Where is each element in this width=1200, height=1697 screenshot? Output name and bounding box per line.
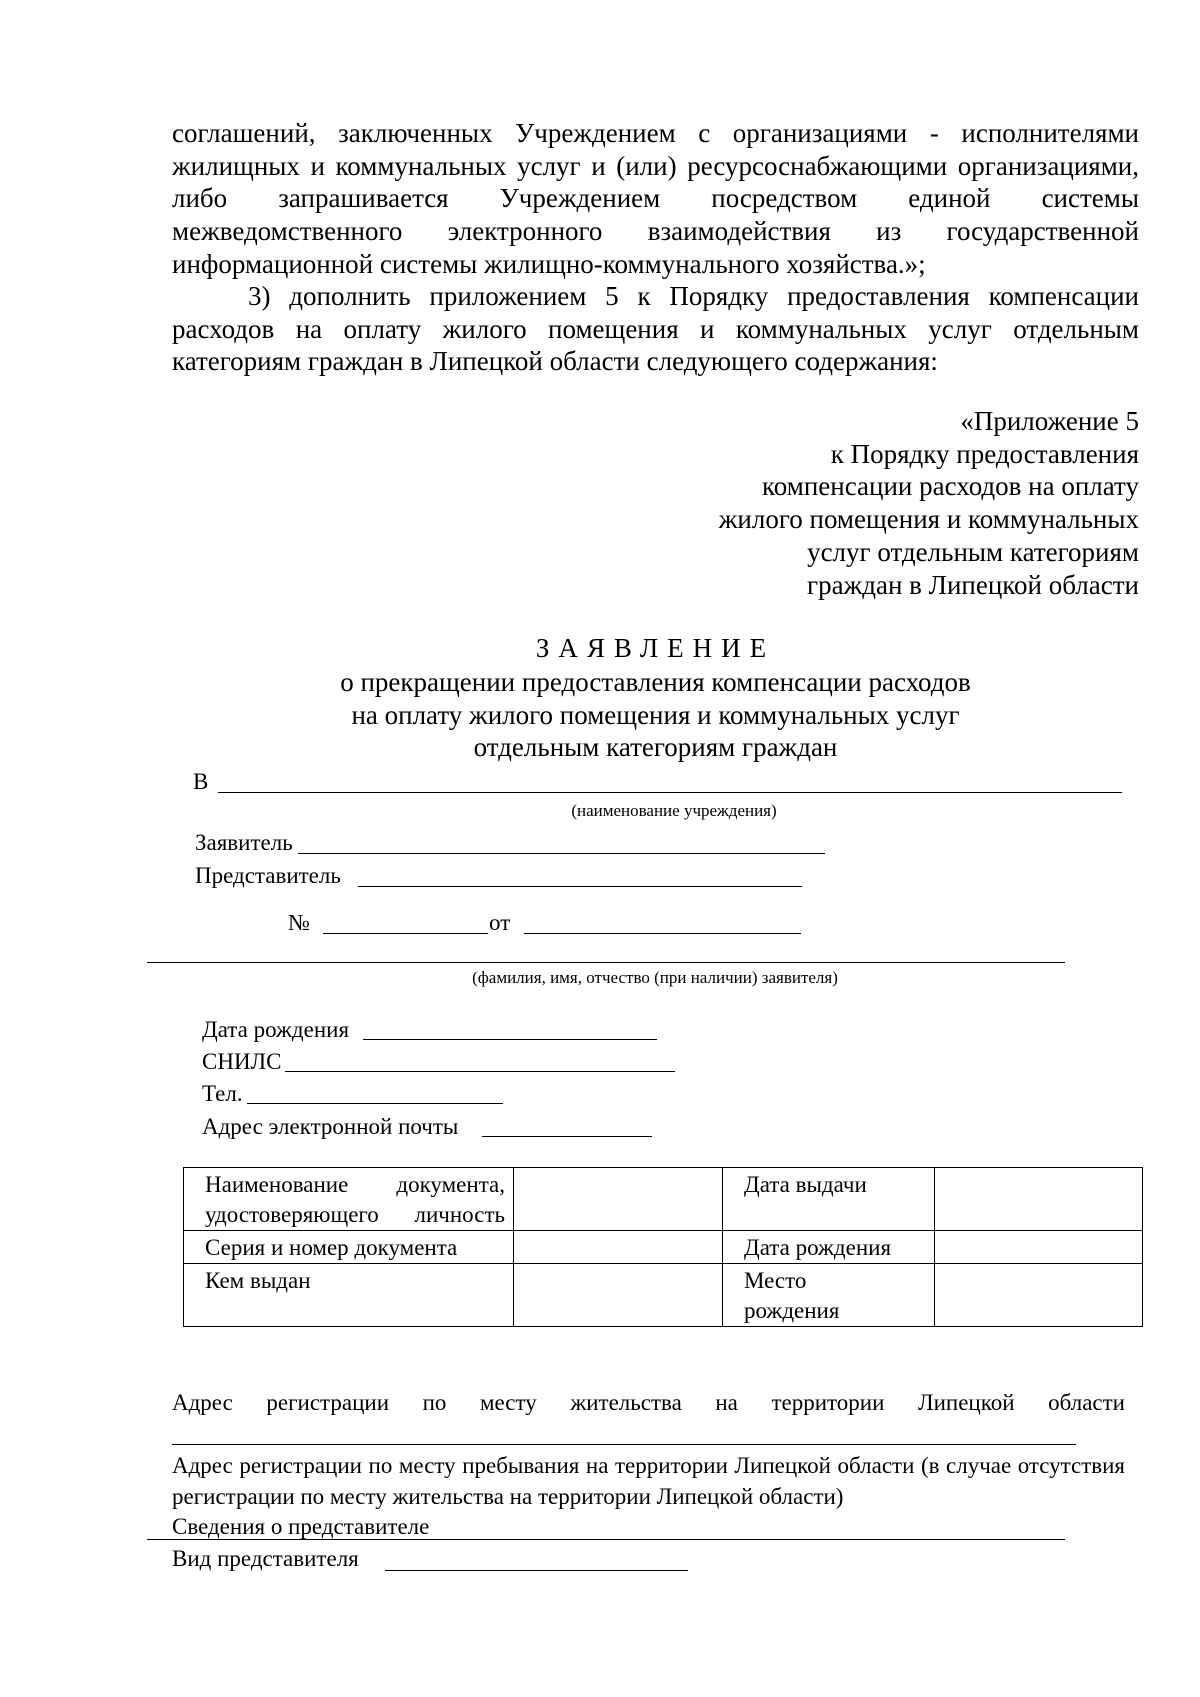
table-cell-input[interactable]	[514, 1231, 723, 1264]
table-cell-input[interactable]	[935, 1231, 1143, 1264]
form-subtitle-line: отдельным категориям граждан	[473, 732, 838, 763]
appendix-line: граждан в Липецкой области	[807, 569, 1139, 600]
form-subtitle	[172, 666, 1139, 764]
representative-type-field[interactable]	[385, 1570, 688, 1571]
residence-address-label: Адрес регистрации по месту жительства на территории Липецкой области	[172, 1390, 1125, 1415]
table-cell-label: Серия и номер документа	[184, 1231, 514, 1264]
phone-field[interactable]	[247, 1103, 503, 1104]
applicant-label: Заявитель	[195, 830, 293, 855]
representative-type-label: Вид представителя	[172, 1546, 359, 1571]
table-cell-input[interactable]	[514, 1264, 723, 1327]
institution-hint: (наименование учреждения)	[571, 801, 777, 820]
form-title: ЗАЯВЛЕНИЕ	[535, 633, 776, 663]
appendix-line: «Приложение 5	[960, 406, 1139, 436]
snils-field[interactable]	[285, 1071, 675, 1072]
appendix-line: компенсации расходов на оплату	[762, 471, 1139, 502]
table-cell-label: Наименование документа, удостоверяющего личность	[184, 1168, 514, 1231]
table-cell-label: Место рождения	[723, 1264, 935, 1327]
form-subtitle-line: на оплату жилого помещения и коммунальных услуг	[351, 699, 960, 730]
appendix-line: жилого помещения и коммунальных	[718, 504, 1139, 535]
applicant-field[interactable]	[298, 853, 825, 854]
number-field[interactable]	[323, 933, 488, 934]
appendix-line: к Порядку предоставления	[830, 438, 1139, 469]
fio-hint: (фамилия, имя, отчество (при наличии) заявителя)	[472, 968, 838, 987]
table-cell-input[interactable]	[514, 1168, 723, 1231]
table-row	[184, 1231, 1143, 1264]
intro-paragraph-2: 3) дополнить приложением 5 к Порядку предоставления компенсации расходов на оплату жилого помещения и коммунальных услуг отдельным категориям граждан в Липецкой области следующего содержания:	[172, 281, 1139, 377]
table-row	[184, 1168, 1143, 1231]
id-document-table	[183, 1167, 1143, 1327]
table-cell-label: Дата выдачи	[723, 1168, 935, 1231]
stay-address-label: Адрес регистрации по месту пребывания на территории Липецкой области (в случае отсутствия регистрации по месту жительства на территории Липецкой области)	[172, 1453, 1125, 1509]
table-cell-input[interactable]	[935, 1168, 1143, 1231]
intro-paragraph-1: соглашений, заключенных Учреждением с организациями - исполнителями жилищных и коммунальных услуг и (или) ресурсоснабжающими организациями, либо запрашивается Учреждением посредством единой системы межведомственного электронного взаимодействия из государственной информационной системы жилищно-коммунального хозяйства.»;	[172, 118, 1139, 279]
table-row	[184, 1264, 1143, 1327]
number-label: №	[288, 910, 310, 935]
email-label: Адрес электронной почты	[202, 1114, 459, 1139]
birth-date-label: Дата рождения	[202, 1017, 350, 1042]
table-cell-label: Кем выдан	[184, 1264, 514, 1327]
representative-info-field[interactable]	[147, 1539, 1065, 1540]
representative-field[interactable]	[358, 886, 802, 887]
form-subtitle-line: о прекращении предоставления компенсации расходов	[340, 667, 971, 697]
snils-label: СНИЛС	[202, 1049, 282, 1074]
birth-date-field[interactable]	[363, 1039, 657, 1040]
appendix-line: услуг отдельным категориям	[807, 536, 1139, 567]
institution-field[interactable]	[218, 792, 1122, 793]
phone-label: Тел.	[202, 1081, 243, 1106]
representative-info-label: Сведения о представителе	[172, 1514, 430, 1539]
appendix-reference	[560, 405, 1139, 601]
representative-label: Представитель	[195, 863, 341, 888]
table-cell-label: Дата рождения	[723, 1231, 935, 1264]
from-label: от	[489, 910, 511, 935]
email-field[interactable]	[482, 1136, 652, 1137]
fio-field[interactable]	[147, 962, 1065, 963]
from-date-field[interactable]	[524, 933, 801, 934]
table-cell-input[interactable]	[935, 1264, 1143, 1327]
residence-address-field[interactable]	[172, 1444, 1076, 1445]
to-label: В	[193, 769, 209, 794]
